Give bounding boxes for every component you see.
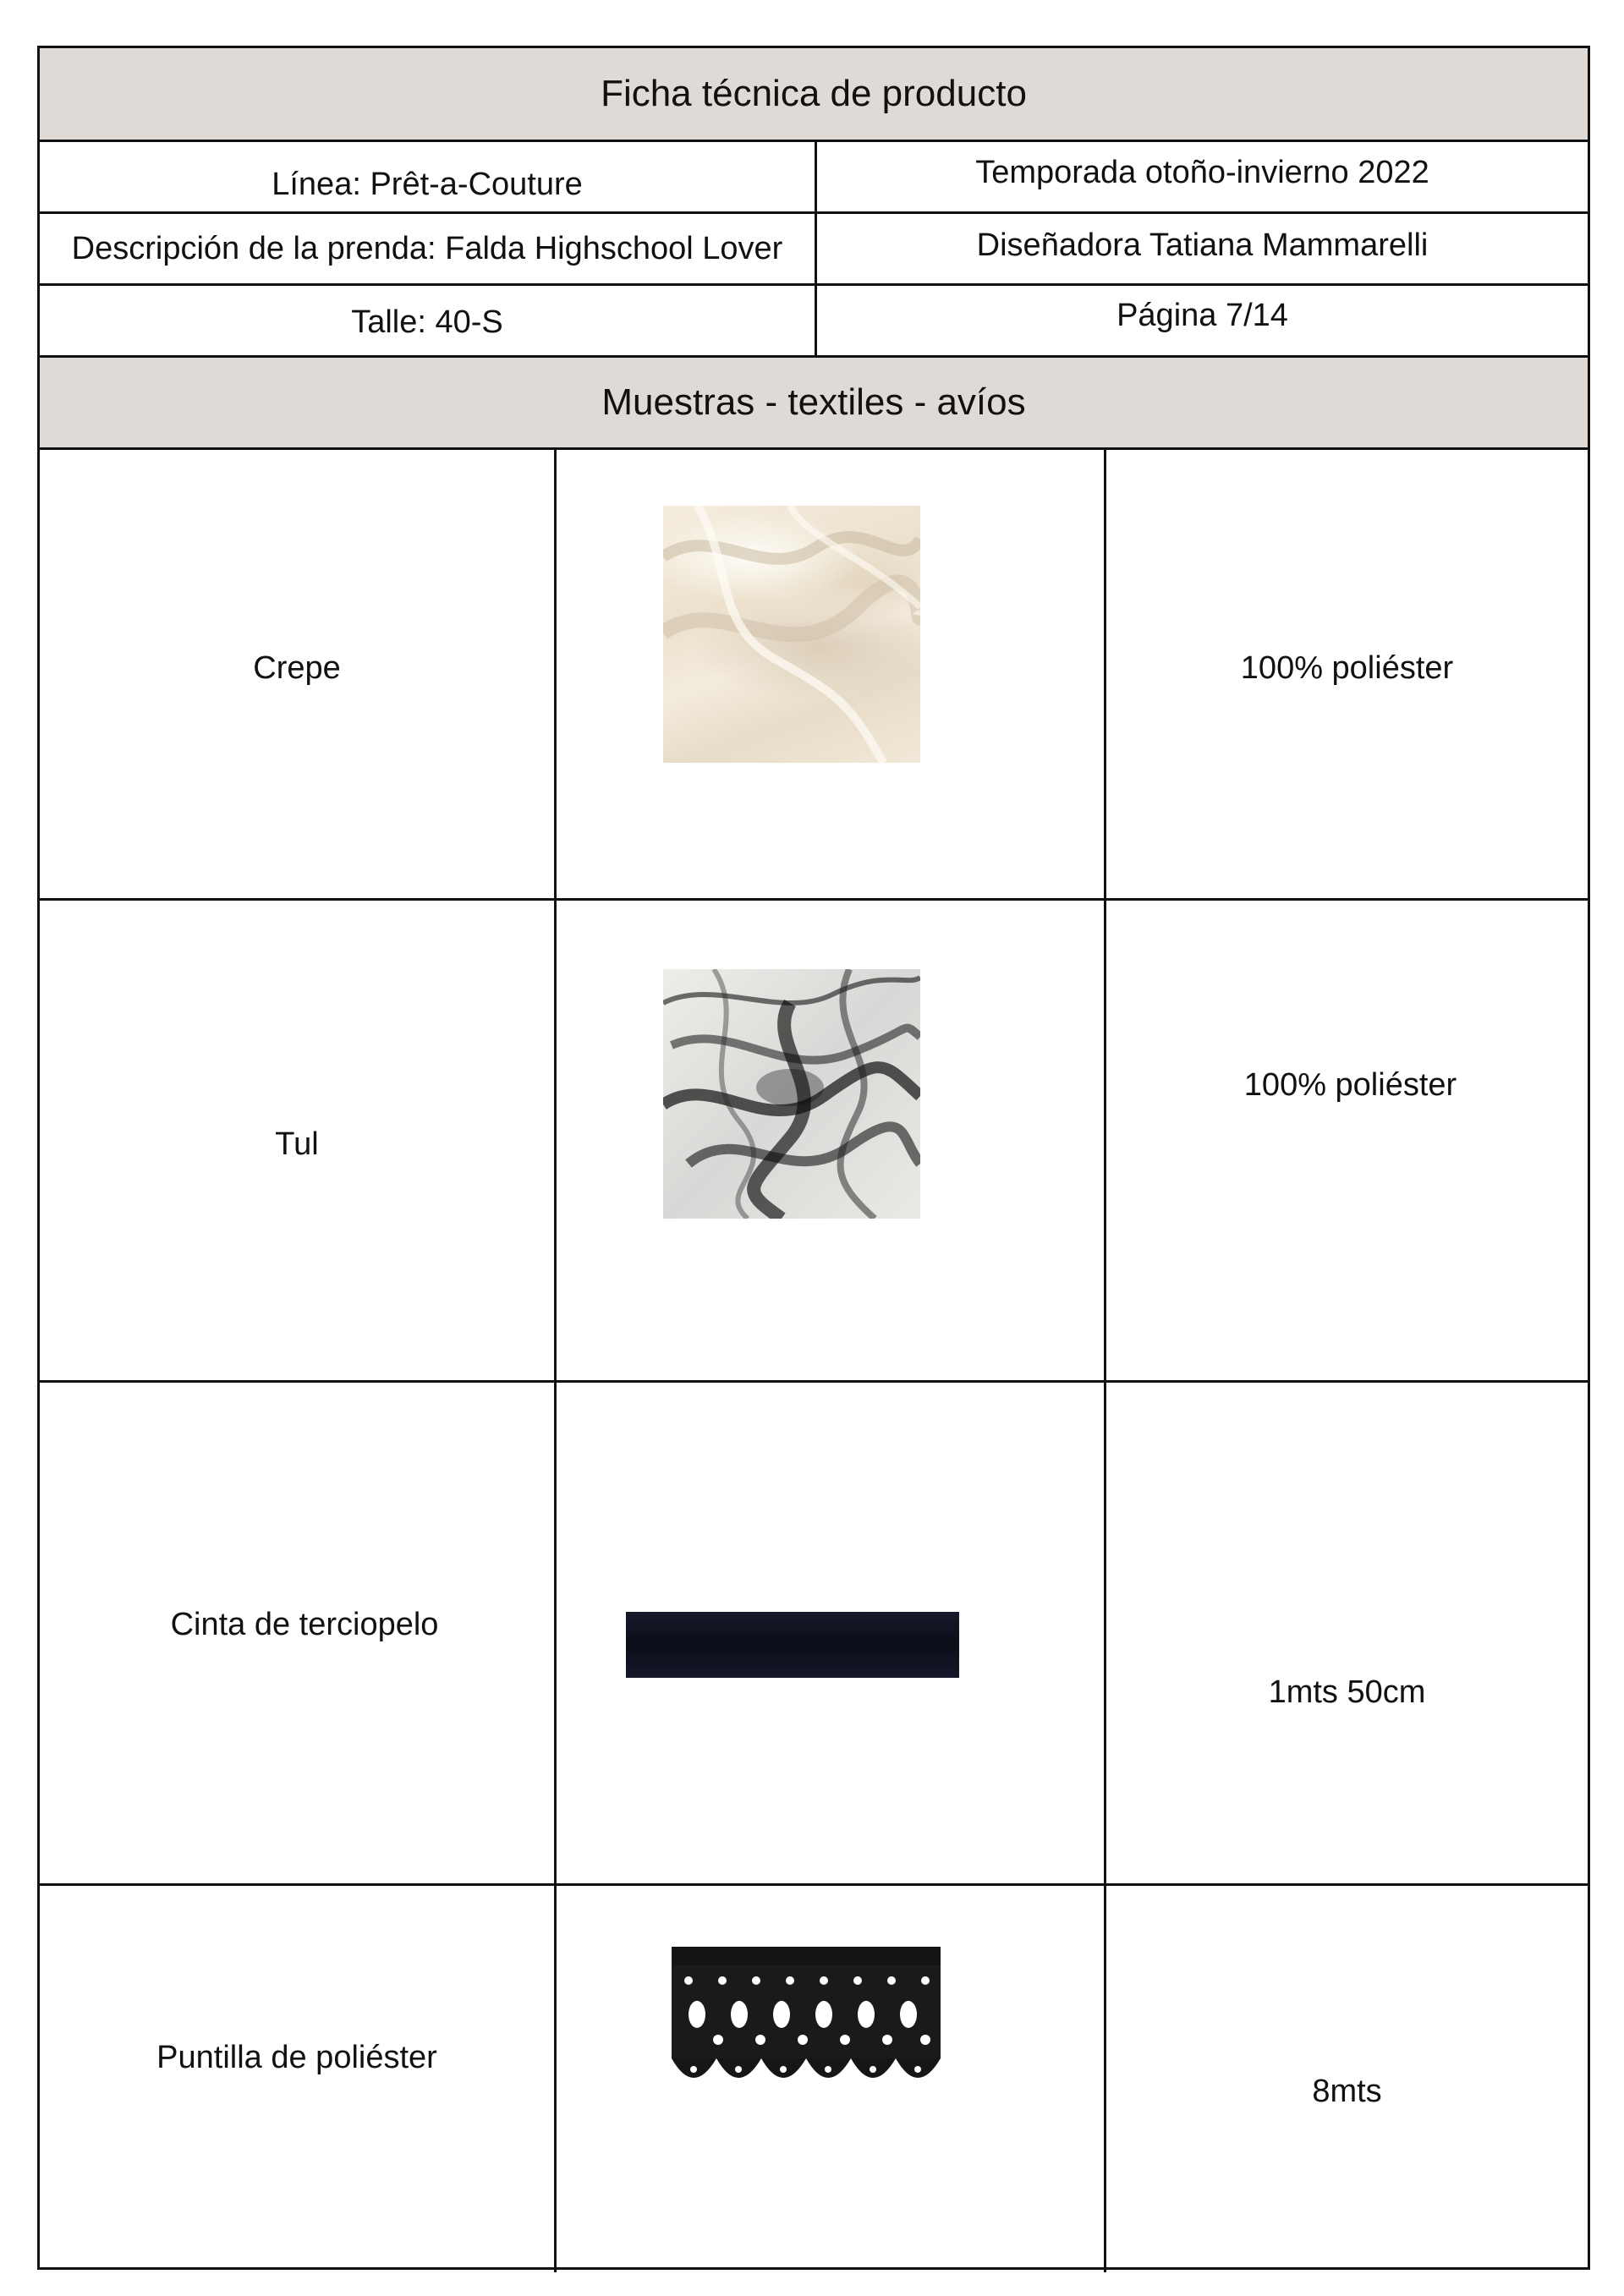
garment-description-field: Descripción de la prenda: Falda Highschool Lover [71,230,783,266]
lace-trim-swatch [672,1947,941,2097]
material-name: Puntilla de poliéster [156,2040,437,2075]
velvet-ribbon-swatch [626,1612,959,1678]
material-name: Crepe [253,649,341,686]
sheet-title: Ficha técnica de producto [40,48,1588,140]
line-field: Línea: Prêt-a-Couture [272,166,583,202]
season-field: Temporada otoño-invierno 2022 [975,154,1429,190]
material-detail: 8mts [1312,2074,1382,2109]
size-field: Talle: 40-S [351,304,503,340]
page-number: Página 7/14 [1116,297,1288,333]
designer-field: Diseñadora Tatiana Mammarelli [976,227,1429,263]
material-name: Tul [275,1126,319,1162]
tulle-fabric-swatch [663,969,920,1219]
section-title: Muestras - textiles - avíos [40,358,1588,447]
crepe-fabric-swatch [663,506,920,763]
material-name: Cinta de terciopelo [170,1606,439,1642]
divider [554,447,557,2272]
material-detail: 100% poliéster [1240,649,1454,686]
material-detail: 1mts 50cm [1268,1674,1426,1710]
material-detail: 100% poliéster [1243,1067,1457,1103]
